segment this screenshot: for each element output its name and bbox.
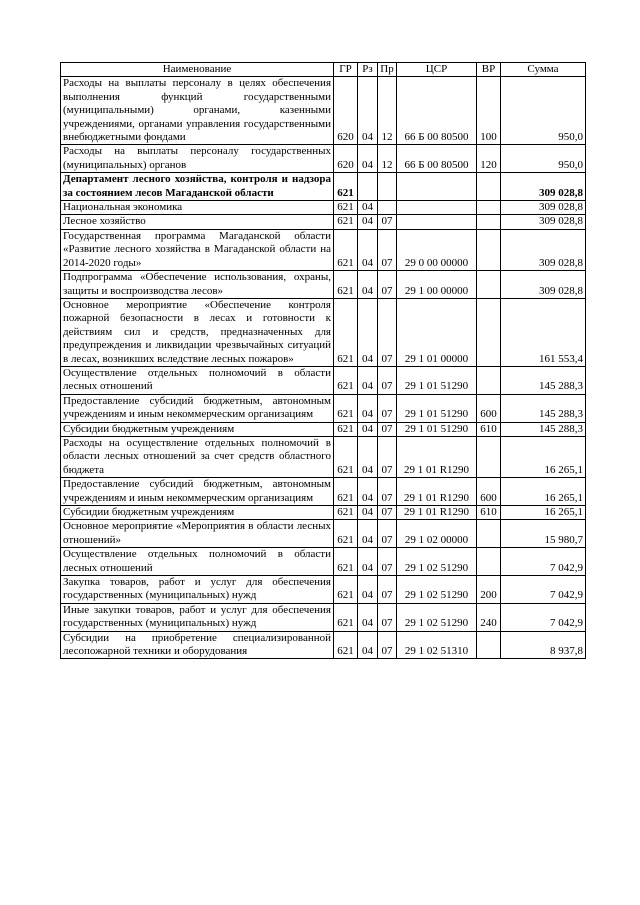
- table-row: [61, 229, 586, 270]
- cell-sum: 145 288,3: [501, 422, 586, 436]
- table-row: [61, 436, 586, 477]
- table-row: [61, 271, 586, 299]
- cell-gr: 621: [334, 173, 358, 201]
- cell-csr: 29 1 02 00000: [397, 520, 477, 548]
- cell-rz: 04: [358, 145, 378, 173]
- cell-name: Субсидии бюджетным учреждениям: [61, 422, 334, 436]
- cell-sum: 309 028,8: [501, 229, 586, 270]
- cell-rz: 04: [358, 478, 378, 506]
- cell-pr: 07: [378, 271, 397, 299]
- cell-csr: 66 Б 00 80500: [397, 145, 477, 173]
- cell-gr: 621: [334, 229, 358, 270]
- header-rz: Рз: [358, 63, 378, 77]
- table-row: [61, 548, 586, 576]
- table-row: [61, 631, 586, 659]
- cell-pr: 07: [378, 366, 397, 394]
- cell-vr: 120: [477, 145, 501, 173]
- cell-rz: 04: [358, 298, 378, 366]
- cell-name: Национальная экономика: [61, 201, 334, 215]
- cell-name: Закупка товаров, работ и услуг для обеспечения государственных (муниципальных) нужд: [61, 576, 334, 604]
- cell-pr: 07: [378, 576, 397, 604]
- table-row: [61, 520, 586, 548]
- cell-csr: 29 1 01 R1290: [397, 436, 477, 477]
- cell-csr: [397, 215, 477, 229]
- cell-rz: 04: [358, 201, 378, 215]
- document-page: [60, 62, 585, 659]
- table-row: [61, 576, 586, 604]
- table-row: [61, 394, 586, 422]
- cell-gr: 621: [334, 506, 358, 520]
- cell-vr: [477, 229, 501, 270]
- header-vr: ВР: [477, 63, 501, 77]
- cell-rz: 04: [358, 215, 378, 229]
- header-pr: Пр: [378, 63, 397, 77]
- cell-gr: 620: [334, 145, 358, 173]
- cell-name: Расходы на осуществление отдельных полномочий в области лесных отношений за счет средств областного бюджета: [61, 436, 334, 477]
- cell-vr: 600: [477, 394, 501, 422]
- header-csr: ЦСР: [397, 63, 477, 77]
- cell-pr: 07: [378, 422, 397, 436]
- cell-sum: 7 042,9: [501, 548, 586, 576]
- header-name: Наименование: [61, 63, 334, 77]
- cell-rz: [358, 173, 378, 201]
- cell-rz: 04: [358, 271, 378, 299]
- cell-vr: [477, 366, 501, 394]
- cell-pr: 07: [378, 478, 397, 506]
- cell-gr: 621: [334, 201, 358, 215]
- cell-vr: 610: [477, 422, 501, 436]
- cell-vr: [477, 201, 501, 215]
- cell-name: Государственная программа Магаданской области «Развитие лесного хозяйства в Магаданской области на 2014-2020 годы»: [61, 229, 334, 270]
- cell-csr: 66 Б 00 80500: [397, 77, 477, 145]
- cell-pr: 12: [378, 145, 397, 173]
- cell-sum: 950,0: [501, 77, 586, 145]
- cell-name: Лесное хозяйство: [61, 215, 334, 229]
- cell-vr: [477, 298, 501, 366]
- cell-gr: 621: [334, 631, 358, 659]
- cell-csr: 29 1 01 51290: [397, 422, 477, 436]
- cell-gr: 621: [334, 366, 358, 394]
- cell-pr: 07: [378, 603, 397, 631]
- cell-pr: 07: [378, 229, 397, 270]
- cell-name: Предоставление субсидий бюджетным, автономным учреждениям и иным некоммерческим организациям: [61, 478, 334, 506]
- cell-gr: 621: [334, 576, 358, 604]
- cell-gr: 621: [334, 394, 358, 422]
- cell-vr: [477, 631, 501, 659]
- cell-rz: 04: [358, 520, 378, 548]
- cell-vr: [477, 215, 501, 229]
- cell-pr: 07: [378, 436, 397, 477]
- cell-rz: 04: [358, 366, 378, 394]
- cell-csr: 29 1 02 51310: [397, 631, 477, 659]
- cell-name: Расходы на выплаты персоналу в целях обеспечения выполнения функций государственными (муниципальными) органами, казенными учреждениями, органами управления государственными внебюджетными фондами: [61, 77, 334, 145]
- cell-vr: [477, 520, 501, 548]
- cell-pr: 07: [378, 506, 397, 520]
- table-row: [61, 298, 586, 366]
- cell-vr: 240: [477, 603, 501, 631]
- table-row: [61, 173, 586, 201]
- cell-name: Осуществление отдельных полномочий в области лесных отношений: [61, 366, 334, 394]
- cell-gr: 621: [334, 478, 358, 506]
- cell-vr: [477, 271, 501, 299]
- cell-pr: 07: [378, 298, 397, 366]
- cell-name: Субсидии на приобретение специализированной лесопожарной техники и оборудования: [61, 631, 334, 659]
- cell-pr: 07: [378, 520, 397, 548]
- cell-rz: 04: [358, 229, 378, 270]
- cell-sum: 161 553,4: [501, 298, 586, 366]
- cell-csr: 29 1 02 51290: [397, 603, 477, 631]
- cell-vr: [477, 436, 501, 477]
- cell-rz: 04: [358, 631, 378, 659]
- cell-rz: 04: [358, 548, 378, 576]
- cell-sum: 7 042,9: [501, 576, 586, 604]
- cell-vr: 200: [477, 576, 501, 604]
- cell-csr: [397, 201, 477, 215]
- cell-rz: 04: [358, 77, 378, 145]
- cell-csr: 29 1 00 00000: [397, 271, 477, 299]
- cell-sum: 145 288,3: [501, 366, 586, 394]
- table-body: [61, 77, 586, 659]
- cell-vr: 610: [477, 506, 501, 520]
- cell-name: Подпрограмма «Обеспечение использования, охраны, защиты и воспроизводства лесов»: [61, 271, 334, 299]
- header-gr: ГР: [334, 63, 358, 77]
- cell-name: Осуществление отдельных полномочий в области лесных отношений: [61, 548, 334, 576]
- cell-rz: 04: [358, 422, 378, 436]
- cell-gr: 620: [334, 77, 358, 145]
- cell-rz: 04: [358, 436, 378, 477]
- cell-vr: [477, 548, 501, 576]
- cell-sum: 309 028,8: [501, 215, 586, 229]
- cell-vr: 600: [477, 478, 501, 506]
- cell-gr: 621: [334, 298, 358, 366]
- cell-sum: 309 028,8: [501, 201, 586, 215]
- cell-gr: 621: [334, 422, 358, 436]
- cell-gr: 621: [334, 603, 358, 631]
- cell-csr: 29 1 01 R1290: [397, 478, 477, 506]
- table-row: [61, 145, 586, 173]
- table-row: [61, 77, 586, 145]
- cell-sum: 7 042,9: [501, 603, 586, 631]
- cell-pr: 07: [378, 394, 397, 422]
- cell-csr: [397, 173, 477, 201]
- cell-sum: 309 028,8: [501, 173, 586, 201]
- table-row: [61, 422, 586, 436]
- cell-sum: 309 028,8: [501, 271, 586, 299]
- cell-rz: 04: [358, 506, 378, 520]
- cell-pr: [378, 173, 397, 201]
- cell-vr: [477, 173, 501, 201]
- budget-table: [60, 62, 586, 659]
- header-sum: Сумма: [501, 63, 586, 77]
- cell-pr: 12: [378, 77, 397, 145]
- cell-rz: 04: [358, 394, 378, 422]
- table-row: [61, 201, 586, 215]
- cell-gr: 621: [334, 520, 358, 548]
- cell-csr: 29 1 01 51290: [397, 366, 477, 394]
- cell-pr: 07: [378, 548, 397, 576]
- cell-gr: 621: [334, 548, 358, 576]
- cell-sum: 15 980,7: [501, 520, 586, 548]
- table-row: [61, 215, 586, 229]
- cell-csr: 29 1 02 51290: [397, 548, 477, 576]
- cell-name: Департамент лесного хозяйства, контроля и надзора за состоянием лесов Магаданской области: [61, 173, 334, 201]
- cell-gr: 621: [334, 271, 358, 299]
- cell-name: Основное мероприятие «Мероприятия в области лесных отношений»: [61, 520, 334, 548]
- cell-pr: [378, 201, 397, 215]
- cell-rz: 04: [358, 603, 378, 631]
- cell-vr: 100: [477, 77, 501, 145]
- cell-sum: 16 265,1: [501, 506, 586, 520]
- cell-pr: 07: [378, 631, 397, 659]
- table-header-row: [61, 63, 586, 77]
- cell-gr: 621: [334, 215, 358, 229]
- cell-sum: 16 265,1: [501, 478, 586, 506]
- cell-csr: 29 1 01 51290: [397, 394, 477, 422]
- table-row: [61, 366, 586, 394]
- cell-sum: 145 288,3: [501, 394, 586, 422]
- cell-name: Расходы на выплаты персоналу государственных (муниципальных) органов: [61, 145, 334, 173]
- table-row: [61, 603, 586, 631]
- cell-name: Субсидии бюджетным учреждениям: [61, 506, 334, 520]
- cell-sum: 16 265,1: [501, 436, 586, 477]
- cell-csr: 29 1 01 00000: [397, 298, 477, 366]
- cell-csr: 29 0 00 00000: [397, 229, 477, 270]
- cell-name: Предоставление субсидий бюджетным, автономным учреждениям и иным некоммерческим организациям: [61, 394, 334, 422]
- cell-sum: 8 937,8: [501, 631, 586, 659]
- cell-csr: 29 1 02 51290: [397, 576, 477, 604]
- cell-csr: 29 1 01 R1290: [397, 506, 477, 520]
- cell-pr: 07: [378, 215, 397, 229]
- cell-sum: 950,0: [501, 145, 586, 173]
- cell-rz: 04: [358, 576, 378, 604]
- cell-name: Основное мероприятие «Обеспечение контроля пожарной безопасности в лесах и готовности к действиям сил и средств, предназначенных для предупреждения и ликвидации чрезвычайных ситуаций в лесах, возникших вследствие лесных пожаров»: [61, 298, 334, 366]
- cell-name: Иные закупки товаров, работ и услуг для обеспечения государственных (муниципальных) нужд: [61, 603, 334, 631]
- table-row: [61, 506, 586, 520]
- table-row: [61, 478, 586, 506]
- cell-gr: 621: [334, 436, 358, 477]
